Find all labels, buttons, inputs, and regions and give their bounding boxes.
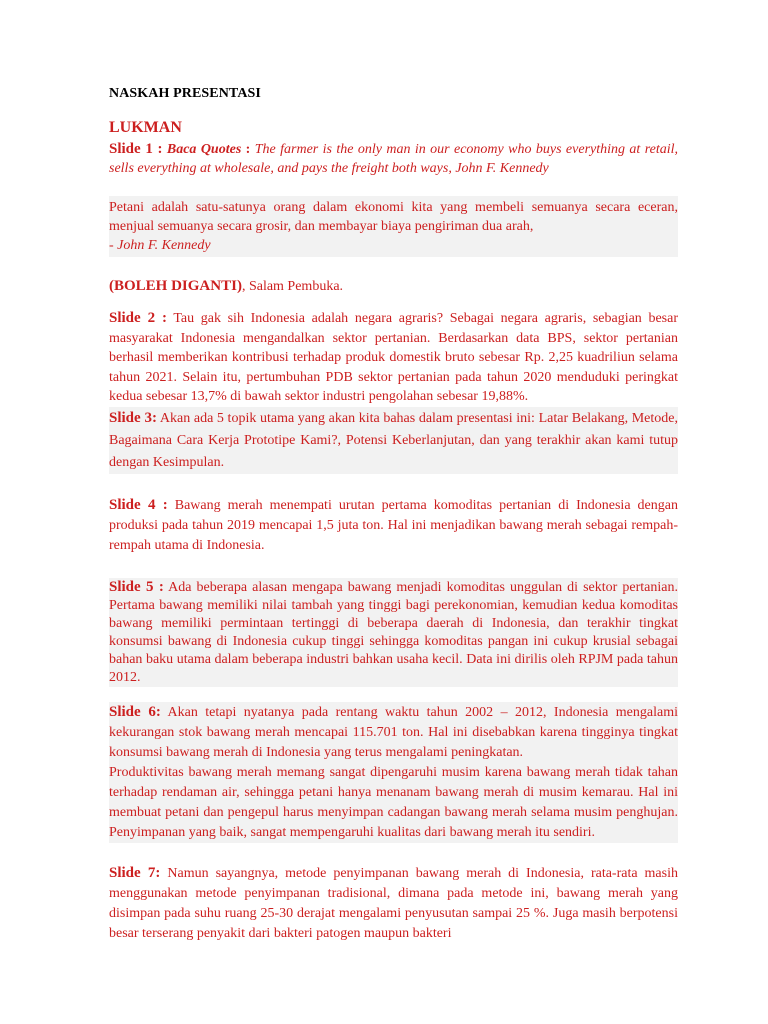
slide-7-text: Namun sayangnya, metode penyimpanan bawang merah di Indonesia, rata-rata masih menggunakan metode penyimpanan tradisional, dimana pada metode ini, bawang merah yang disimpan pada suhu ruang 25-30 derajat mengalami penyusutan sampai 25 %. Juga masih berpotensi besar terserang penyakit dari bakteri patogen maupun bakteri xyxy=(109,865,678,941)
slide-4-paragraph xyxy=(109,495,678,556)
boleh-diganti-label: (BOLEH DIGANTI) xyxy=(109,278,242,294)
slide-7-label: Slide 7: xyxy=(109,864,161,881)
slide-3-text: Akan ada 5 topik utama yang akan kita bahas dalam presentasi ini: Latar Belakang, Metode, Bagaimana Cara Kerja Prototipe Kami?, Potensi Keberlanjutan, dan yang terakhir akan kami tutup dengan Kesimpulan. xyxy=(109,410,678,470)
slide-6-text: Akan tetapi nyatanya pada rentang waktu tahun 2002 – 2012, Indonesia mengalami kekurangan stok bawang merah mencapai 115.701 ton. Hal ini disebabkan karena tingginya tingkat konsumsi bawang merah di Indonesia yang terus mengalami peningkatan. xyxy=(109,704,678,760)
slide-6-paragraph-2: Produktivitas bawang merah memang sangat dipengaruhi musim karena bawang merah tidak tahan terhadap rendaman air, sehingga petani hanya menanam bawang merah di musim kemarau. Hal ini membuat petani dan pengepul harus menyimpan cadangan bawang merah selama musim penghujan. Penyimpanan yang baik, sangat mempengaruhi kualitas dari bawang merah itu sendiri. xyxy=(109,763,678,843)
slide-2-text: Tau gak sih Indonesia adalah negara agraris? Sebagai negara agraris, sebagian besar masyarakat Indonesia mengandalkan sektor pertanian. Berdasarkan data BPS, sektor pertanian berhasil memberikan kontribusi terhadap produk domestik bruto sebesar Rp. 2,25 kuadriliun selama tahun 2021. Selain itu, pertumbuhan PDB sektor pertanian pada tahun 2020 menduduki peringkat kedua sebesar 13,7% di bawah sektor industri pengolahan sebesar 19,88%. xyxy=(109,311,678,405)
author-name: LUKMAN xyxy=(109,119,182,136)
opening-greeting-paragraph xyxy=(109,277,678,296)
slide-5-text: Ada beberapa alasan mengapa bawang menjadi komoditas unggulan di sektor pertanian. Pertama bawang memiliki nilai tambah yang tinggi bagi perekonomian, kemudian kedua komoditas bawang memiliki permintaan tertinggi di beberapa daerah di Indonesia, dan terakhir tingkat konsumsi bawang di Indonesia cukup tinggi sehingga komoditas pangan ini cukup krusial sebagai bahan baku utama dalam beberapa industri bahkan usaha kecil. Data ini dirilis oleh RPJM pada tahun 2012. xyxy=(109,579,678,685)
opening-greeting-text: , Salam Pembuka. xyxy=(241,279,344,294)
slide-2-label: Slide 2 : xyxy=(109,310,167,326)
slide-3-label: Slide 3: xyxy=(109,409,158,426)
quote-attribution: - John F. Kennedy xyxy=(109,238,211,253)
slide-4-label: Slide 4 : xyxy=(109,496,168,513)
document-page xyxy=(109,80,678,944)
slide-5-paragraph xyxy=(109,578,678,687)
indonesian-quote-text: Petani adalah satu-satunya orang dalam ekonomi kita yang membeli semuanya secara eceran, menjual semuanya secara grosir, dan membayar biaya pengiriman dua arah, xyxy=(109,200,678,234)
slide-5-label: Slide 5 : xyxy=(109,578,164,595)
slide-4-text: Bawang merah menempati urutan pertama komoditas pertanian di Indonesia dengan produksi pada tahun 2019 mencapai 1,5 juta ton. Hal ini menjadikan bawang merah sebagai rempah-rempah utama di Indonesia. xyxy=(109,497,678,553)
slide-1-label: Slide 1 : xyxy=(109,141,163,157)
slide-1-paragraph xyxy=(109,140,678,178)
slide-7-paragraph xyxy=(109,863,678,944)
slide-2-paragraph xyxy=(109,309,678,407)
slide-6-label: Slide 6: xyxy=(109,703,161,720)
slide-6-paragraph xyxy=(109,702,678,763)
baca-quotes-label: Baca Quotes xyxy=(166,142,242,157)
baca-quotes-colon: : xyxy=(241,142,251,157)
indonesian-quote-block xyxy=(109,196,678,257)
document-title: NASKAH PRESENTASI xyxy=(109,86,261,101)
slide-3-paragraph xyxy=(109,407,678,474)
english-quote: The farmer is the only man in our economy who buys everything at retail, sells everything at wholesale, and pays the freight both ways, John F. Kennedy xyxy=(109,142,679,176)
